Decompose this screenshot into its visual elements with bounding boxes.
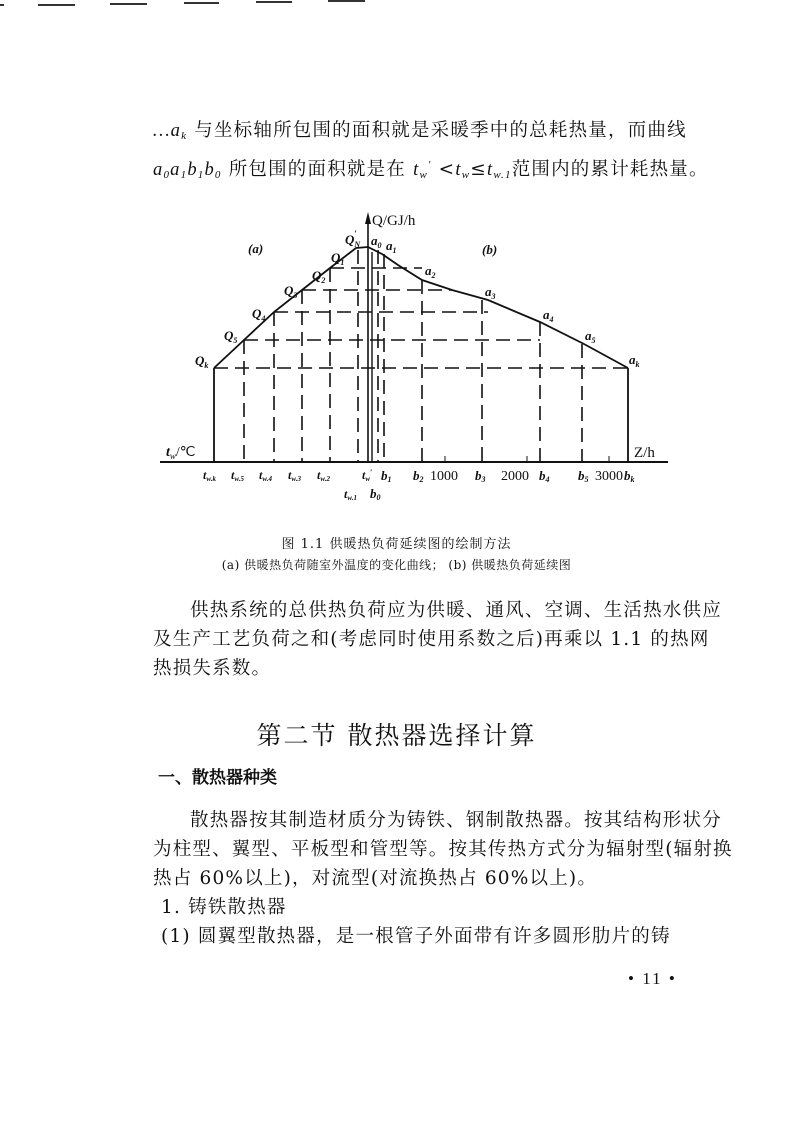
tick-b4: b4 xyxy=(539,468,550,484)
label-a0: $a_0$ xyxy=(371,233,382,250)
label-a2: $a_2$ xyxy=(425,263,436,280)
page-number: • 11 • xyxy=(628,969,677,988)
paragraph-line: 热占 60%以上)，对流型(对流换热占 60%以上)。 xyxy=(153,868,598,889)
tick-tw-prime: tw′ xyxy=(362,468,373,483)
figure-caption-title: 图 1.1 供暖热负荷延续图的绘制方法 xyxy=(281,537,512,552)
label-q4: $Q_4$ xyxy=(252,306,266,323)
tick-tw3: tw.3 xyxy=(288,468,302,483)
math-a0a1b1b0: $a_0a_1b_1b_0$ xyxy=(153,160,222,182)
text: ≤ xyxy=(470,159,487,181)
label-q2: $Q_2$ xyxy=(312,268,326,285)
paragraph-line: 供热系统的总供热负荷应为供暖、通风、空调、生活热水供应 xyxy=(190,600,722,621)
right-axis-label: Z/h xyxy=(634,445,655,461)
y-axis-label: Q/GJ/h xyxy=(372,213,416,229)
tick-b3: b3 xyxy=(475,468,486,484)
heat-load-duration-diagram xyxy=(0,200,793,520)
panel-a-label: (a) xyxy=(248,241,264,256)
panel-b-label: (b) xyxy=(482,242,498,257)
tick-tw5: tw.5 xyxy=(231,468,245,483)
scan-rule xyxy=(328,0,365,2)
tick-b1: b1 xyxy=(381,468,392,484)
label-qn: $Q_N'$ xyxy=(345,229,361,249)
tick-2000: 2000 xyxy=(501,469,529,484)
label-q3: $Q_3$ xyxy=(284,283,298,300)
paragraph-line: 及生产工艺负荷之和(考虑同时使用系数之后)再乘以 1.1 的热网 xyxy=(153,629,710,650)
label-q5: $Q_5$ xyxy=(224,328,238,345)
tick-b2: b2 xyxy=(413,468,424,484)
list-item-1: 1. 铸铁散热器 xyxy=(161,897,287,918)
paragraph-intro-line-2 xyxy=(153,151,723,190)
tick-3000: 3000 xyxy=(595,469,623,484)
curve-b xyxy=(368,247,628,368)
tick-bk: bk xyxy=(624,468,635,484)
dashed-grid-h xyxy=(214,268,628,368)
math-ak: $\dots a_k$ xyxy=(153,121,188,142)
math-tw: $t_w$ xyxy=(455,160,471,182)
list-item-1-1: (1) 圆翼型散热器，是一根管子外面带有许多圆形肋片的铸 xyxy=(161,926,671,947)
text: < xyxy=(431,159,456,181)
label-a1: $a_1$ xyxy=(386,238,397,255)
scan-rule xyxy=(110,3,147,5)
scan-rule xyxy=(184,2,219,4)
scan-rule xyxy=(256,1,292,3)
tick-twk: tw.k xyxy=(203,468,217,483)
label-a4: $a_4$ xyxy=(543,307,554,324)
dashed-grid-v xyxy=(244,250,582,462)
text: 与坐标轴所包围的面积就是采暖季中的总耗热量，而曲线 xyxy=(187,120,687,141)
paragraph-line: 散热器按其制造材质分为铸铁、钢制散热器。按其结构形状分 xyxy=(190,810,722,831)
tick-tw4: tw.4 xyxy=(259,468,273,483)
paragraph-radiator-types xyxy=(153,806,733,951)
paragraph-line: 为柱型、翼型、平板型和管型等。按其传热方式分为辐射型(辐射换 xyxy=(153,839,733,860)
label-a3: $a_3$ xyxy=(485,284,496,301)
q-axis-arrow xyxy=(365,212,371,224)
left-axis-label: $t_w/℃$ xyxy=(166,445,196,461)
section-title: 第二节 散热器选择计算 xyxy=(256,721,537,750)
paragraph-line: 热损失系数。 xyxy=(153,658,272,679)
subsection-title: 一、散热器种类 xyxy=(158,768,277,788)
label-q1: $Q_1$ xyxy=(331,250,345,267)
label-a5: $a_5$ xyxy=(585,328,596,345)
scan-rule xyxy=(0,4,4,6)
paragraph-total-load xyxy=(153,596,723,683)
paragraph-intro-line-1 xyxy=(153,116,723,151)
text: 范围内的累计耗热量。 xyxy=(511,159,709,181)
scan-rule xyxy=(38,4,75,6)
text: 所包围的面积就是在 xyxy=(221,159,414,181)
math-tw-prime: $t_w'$ xyxy=(413,159,432,182)
tick-tw1: tw.1 xyxy=(344,487,358,502)
tick-tw2: tw.2 xyxy=(317,468,331,483)
math-tw1: $t_{w.1}$ xyxy=(486,160,512,182)
label-ak: $a_k$ xyxy=(629,352,640,369)
label-qk: $Q_k$ xyxy=(195,353,209,370)
paragraph-intro xyxy=(153,116,723,190)
curve-a xyxy=(214,247,368,368)
tick-b5: b5 xyxy=(578,468,589,484)
tick-1000: 1000 xyxy=(430,469,458,484)
figure-caption-subtitle: (a) 供暖热负荷随室外温度的变化曲线； (b) 供暖热负荷延续图 xyxy=(221,558,572,572)
tick-b0: b0 xyxy=(370,486,381,502)
